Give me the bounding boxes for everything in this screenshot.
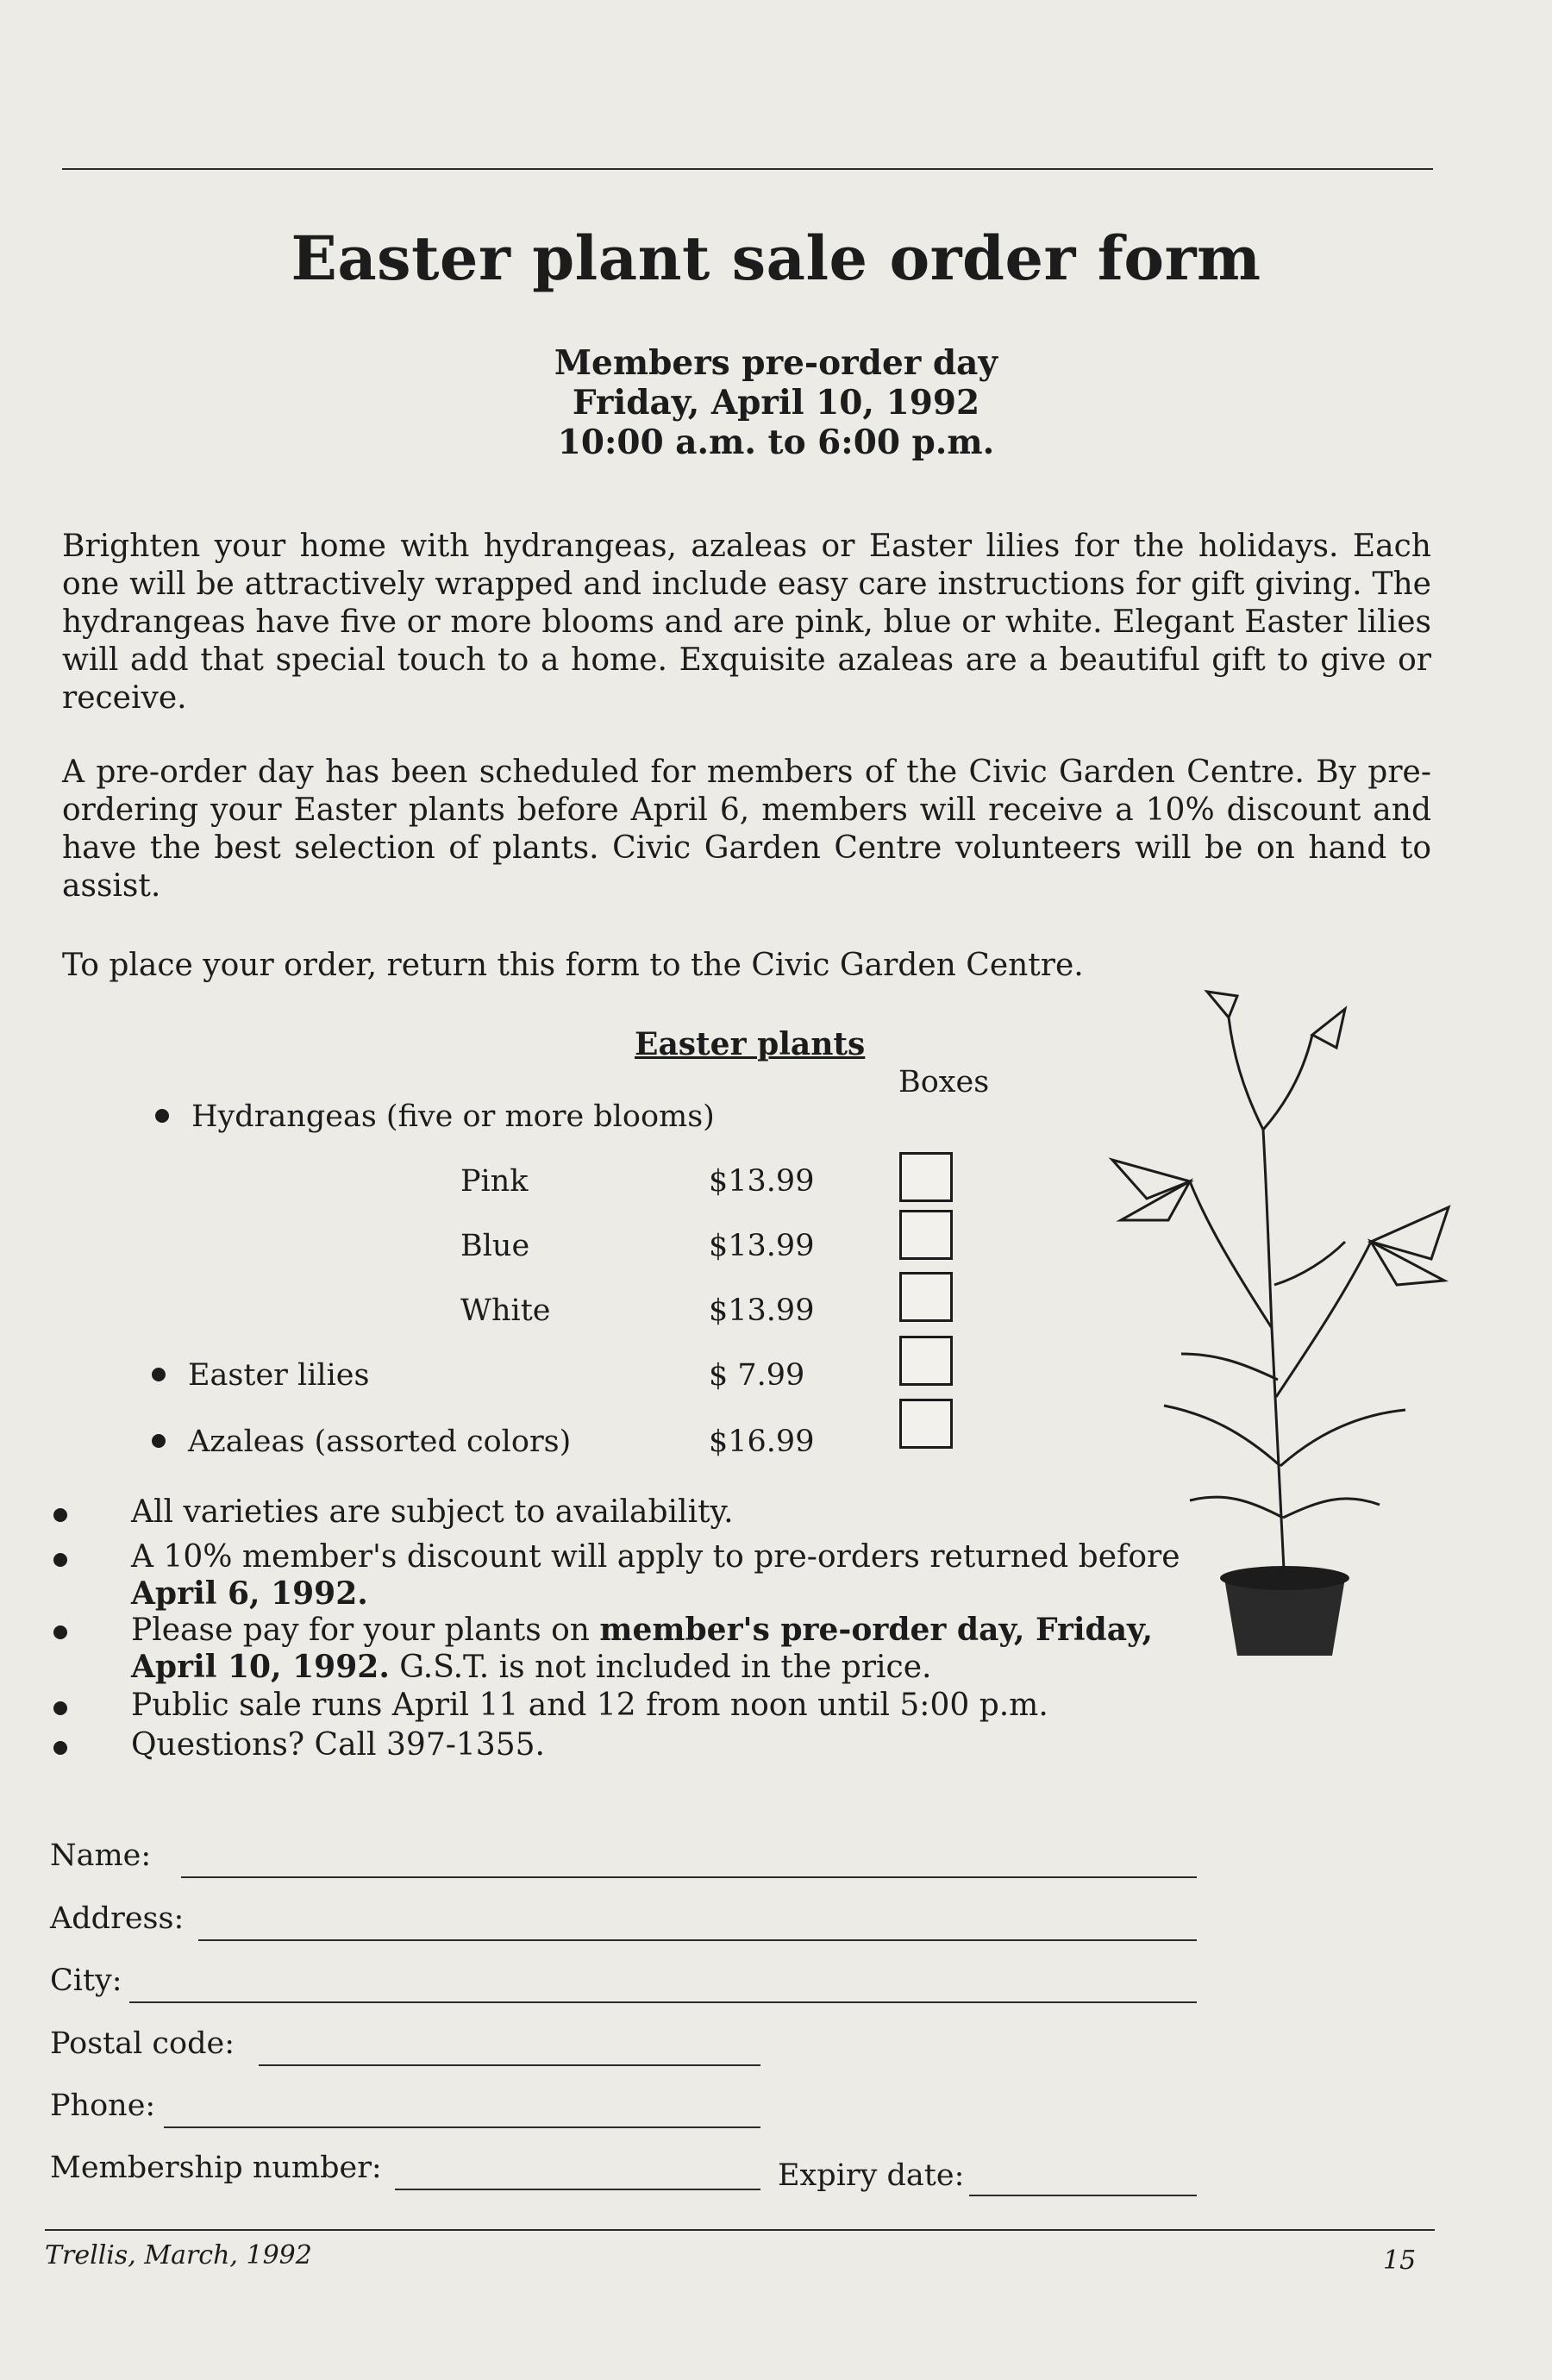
note-item xyxy=(53,1688,1243,1724)
hydrangeas-label: Hydrangeas (five or more blooms) xyxy=(191,1099,715,1134)
boxes-column-label: Boxes xyxy=(898,1065,990,1099)
quantity-box-blue[interactable] xyxy=(899,1210,953,1260)
address-label: Address: xyxy=(50,1901,185,1936)
easter-lilies-label: Easter lilies xyxy=(188,1358,370,1393)
address-field[interactable] xyxy=(198,1939,1197,1941)
azaleas-item xyxy=(152,1425,571,1459)
bullet-icon xyxy=(53,1741,67,1755)
note-item xyxy=(53,1612,1243,1686)
intro-paragraph-2: A pre-order day has been scheduled for members of the Civic Garden Centre. By pre-ordering your Easter plants before April 6, members will receive a 10% discount and have the best selection of plants. Civic Garden Centre volunteers will be on hand to assist. xyxy=(62,755,1431,904)
intro-paragraph-1: Brighten your home with hydrangeas, azaleas or Easter lilies for the holidays. Each one will be attractively wrapped and include easy care instructions for gift giving. The hydrangeas have five or more blooms and are pink, blue or white. Elegant Easter lilies will add that special touch to a home. Exquisite azaleas are a beautiful gift to give or receive. xyxy=(62,529,1431,716)
membership-number-field[interactable] xyxy=(395,2189,760,2190)
page-number: 15 xyxy=(1383,2245,1417,2276)
bullet-icon xyxy=(53,1625,67,1639)
expiry-date-field[interactable] xyxy=(969,2195,1197,2196)
quantity-box-white[interactable] xyxy=(899,1272,953,1322)
name-label: Name: xyxy=(50,1838,152,1873)
bullet-icon xyxy=(53,1701,67,1715)
bullet-icon xyxy=(152,1368,166,1381)
bullet-icon xyxy=(152,1434,166,1448)
note-item xyxy=(53,1494,1243,1531)
publication-footer: Trellis, March, 1992 xyxy=(45,2240,312,2270)
item-label-pink: Pink xyxy=(460,1164,529,1199)
preorder-line-2: Friday, April 10, 1992 xyxy=(572,383,980,423)
note-text: All varieties are subject to availability. xyxy=(131,1494,734,1530)
note-item xyxy=(53,1727,1243,1763)
note-item xyxy=(53,1539,1243,1613)
expiry-date-label: Expiry date: xyxy=(778,2158,965,2193)
postal-code-field[interactable] xyxy=(259,2064,760,2066)
note-text-after: G.S.T. is not included in the price. xyxy=(389,1650,932,1685)
preorder-block xyxy=(0,343,1552,462)
price-pink: $13.99 xyxy=(709,1164,815,1199)
quantity-box-pink[interactable] xyxy=(899,1152,953,1202)
intro-paragraph-3: To place your order, return this form to the Civic Garden Centre. xyxy=(62,948,1084,983)
phone-label: Phone: xyxy=(50,2089,156,2123)
footer-rule xyxy=(45,2229,1435,2231)
price-easter-lilies: $ 7.99 xyxy=(709,1358,805,1393)
preorder-line-1: Members pre-order day xyxy=(554,343,998,383)
note-text: Please pay for your plants on xyxy=(131,1613,600,1648)
postal-code-label: Postal code: xyxy=(50,2026,235,2061)
city-field[interactable] xyxy=(129,2001,1197,2003)
price-azaleas: $16.99 xyxy=(709,1425,815,1459)
note-text: A 10% member's discount will apply to pre-orders returned before xyxy=(131,1539,1180,1575)
price-white: $13.99 xyxy=(709,1293,815,1328)
top-rule xyxy=(62,168,1433,170)
quantity-box-azaleas[interactable] xyxy=(899,1399,953,1449)
membership-number-label: Membership number: xyxy=(50,2151,382,2185)
note-text: Questions? Call 397-1355. xyxy=(131,1727,545,1763)
note-bold-text: member's pre-order day, Friday, April 10, 1992. xyxy=(131,1612,1154,1685)
bullet-icon xyxy=(53,1508,67,1522)
phone-field[interactable] xyxy=(164,2126,760,2128)
note-text: Public sale runs April 11 and 12 from noon until 5:00 p.m. xyxy=(131,1688,1048,1723)
note-bold-text: April 6, 1992. xyxy=(131,1575,368,1612)
price-blue: $13.99 xyxy=(709,1229,815,1263)
azaleas-label: Azaleas (assorted colors) xyxy=(188,1425,572,1459)
easter-lilies-item xyxy=(152,1358,369,1393)
quantity-box-easter-lilies[interactable] xyxy=(899,1336,953,1386)
easter-plants-heading: Easter plants xyxy=(635,1026,866,1062)
name-field[interactable] xyxy=(181,1876,1197,1878)
item-label-blue: Blue xyxy=(460,1229,530,1263)
bullet-icon xyxy=(155,1109,169,1123)
hydrangeas-item xyxy=(155,1099,715,1134)
item-label-white: White xyxy=(460,1293,551,1328)
bullet-icon xyxy=(53,1553,67,1567)
city-label: City: xyxy=(50,1964,122,1998)
preorder-line-3: 10:00 a.m. to 6:00 p.m. xyxy=(557,423,995,462)
page-title: Easter plant sale order form xyxy=(291,222,1261,294)
